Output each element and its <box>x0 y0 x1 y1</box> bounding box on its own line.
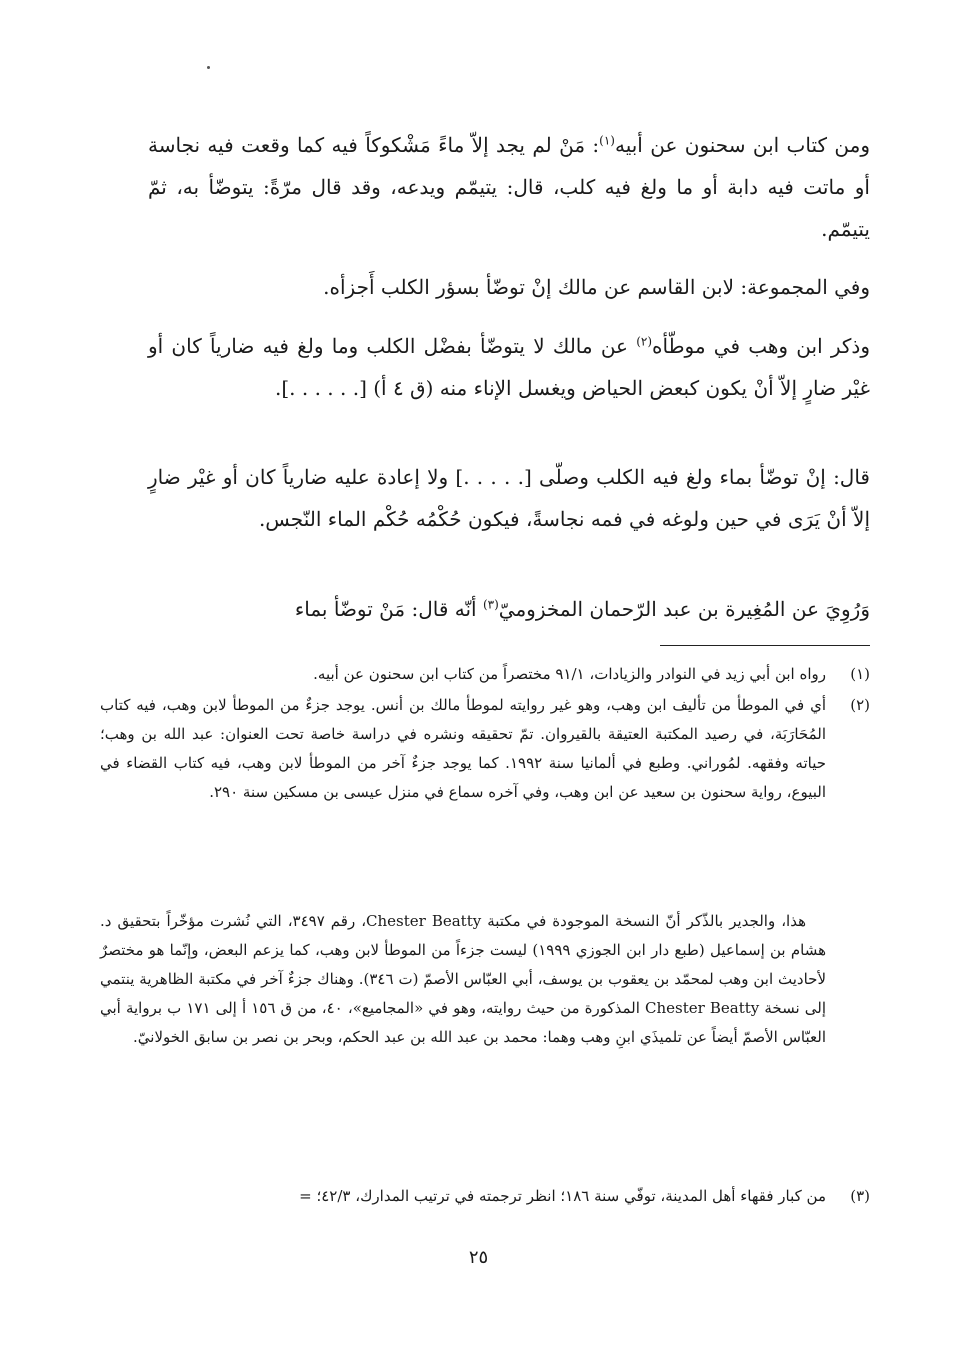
footnote-separator <box>660 645 870 646</box>
paragraph-4 <box>148 456 870 540</box>
paragraph-5 <box>148 588 870 630</box>
footnote-2 <box>100 691 870 807</box>
footnote-1-number: (١) <box>850 665 870 683</box>
footnote-3-number: (٣) <box>850 1187 870 1205</box>
footnote-1 <box>100 660 870 689</box>
page-number: ٢٥ <box>468 1247 489 1268</box>
paragraph-2 <box>148 266 870 308</box>
footnote-1-text: رواه ابن أبي زيد في النوادر والزيادات، ٩١/١ مختصراً من كتاب ابن سحنون عن أبيه. <box>313 665 826 683</box>
footnote-2-continuation-text: هذا، والجدير بالذّكر أنّ النسخة الموجودة في مكتبة Chester Beatty، رقم ٣٤٩٧، التي نُشرت مؤخّراً بتحقيق د. هشام بن إسماعيل (طبع دار ابن الجوزي ١٩٩٩) ليست جزءاً من الموطأ لابن وهب، كما يزعم البعض، وإنّما هو مختصرٌ لأحاديث ابن وهب لمحمّد بن يعقوب بن يوسف، أبي العبّاس الأصمّ (ت ٣٤٦). وهناك جزءٌ آخر في مكتبة الظاهرية ينتمي إلى نسخة Chester Beatty المذكورة من حيث روايته، وهو في «المجاميع»، ٤٠، من ق ١٥٦ أ إلى ١٧١ ب برواية أبي العبّاس الأصمّ أيضاً عن تلميذَي ابنِ وهب وهما: محمد بن عبد الله بن عبد الحكم، وبحر بن نصر بن سابق الخولانيّ. <box>100 912 827 1046</box>
footnote-ref-2[interactable]: (٢) <box>636 334 653 349</box>
footnote-ref-1[interactable]: (١) <box>599 133 615 148</box>
paragraph-1 <box>148 124 870 250</box>
paragraph-2-text: وفي المجموعة: لابن القاسم عن مالك إنْ توضّأ بسؤر الكلب أَجزأه. <box>323 275 870 299</box>
paragraph-1-text-a: ومن كتاب ابن سحنون عن أبيه <box>614 133 870 157</box>
paragraph-3-text-b: عن مالك لا يتوضّأ بفضْل الكلب وما ولغ فيه ضارياً كان أو غيْر ضارٍ إلاّ أنْ يكون كبعض الحياض ويغسل الإناء منه (ق ٤ أ) [. . . . . .]. <box>148 334 870 400</box>
footnote-2-text: أي في الموطأ من تأليف ابن وهب، وهو غير روايته لموطأ مالك بن أنس. يوجد جزءٌ من الموطأ لابن وهب، فيه كتاب المُحَارَبَة، في رصيد المكتبة العتيقة بالقيروان. تمّ تحقيقه ونشره في دراسة خاصة تحت العنوان: عبد الله بن وهب؛ حياته وفقهه. لمُوراني. وطبع في ألمانيا سنة ١٩٩٢. كما يوجد جزءٌ آخر من الموطأ لابن وهب، فيه كتاب القضاء في البيوع، رواية سحنون بن سعيد عن ابن وهب، وفي آخره سماع في منزل عيسى بن مسكين سنة ٢٩٠. <box>100 696 826 801</box>
footnote-2-number: (٢) <box>850 696 870 714</box>
paragraph-5-text-b: أنّه قال: مَنْ توضّأ بماء <box>294 597 483 621</box>
paragraph-1-text-b: : مَنْ لم يجد إلاّ ماءً مَشْكوكاً فيه كما وقعت فيه نجاسة أو ماتت فيه دابة أو ما ولغ فيه كلب، قال: يتيمّم ويدعه، وقد قال مرّةً: يتوضّأ به، ثمّ يتيمّم. <box>148 133 870 241</box>
footnote-2-continuation <box>100 907 870 1052</box>
paragraph-4-text: قال: إنْ توضّأ بماء ولغ فيه الكلب وصلّى [. . . . .] ولا إعادة عليه ضارياً كان أو غيْر ضارٍ إلاّ أنْ يَرَى في حين ولوغه في فمه نجاسةً، فيكون حُكْمُه حُكْم الماء النّجس. <box>148 465 870 531</box>
footnote-3-text: من كبار فقهاء أهل المدينة، توفّي سنة ١٨٦؛ انظر ترجمته في ترتيب المدارك، ٤٢/٣؛ = <box>299 1187 826 1205</box>
footnote-ref-3[interactable]: (٣) <box>482 597 499 612</box>
paragraph-3 <box>148 325 870 409</box>
scan-speck <box>207 66 210 69</box>
paragraph-5-text-a: وَرُوِيَ عن المُغِيرة بن عبد الرّحمان المخزوميّ <box>498 597 870 621</box>
footnote-3 <box>100 1182 870 1211</box>
paragraph-3-text-a: وذكر ابن وهب في موطّأه <box>652 334 870 358</box>
